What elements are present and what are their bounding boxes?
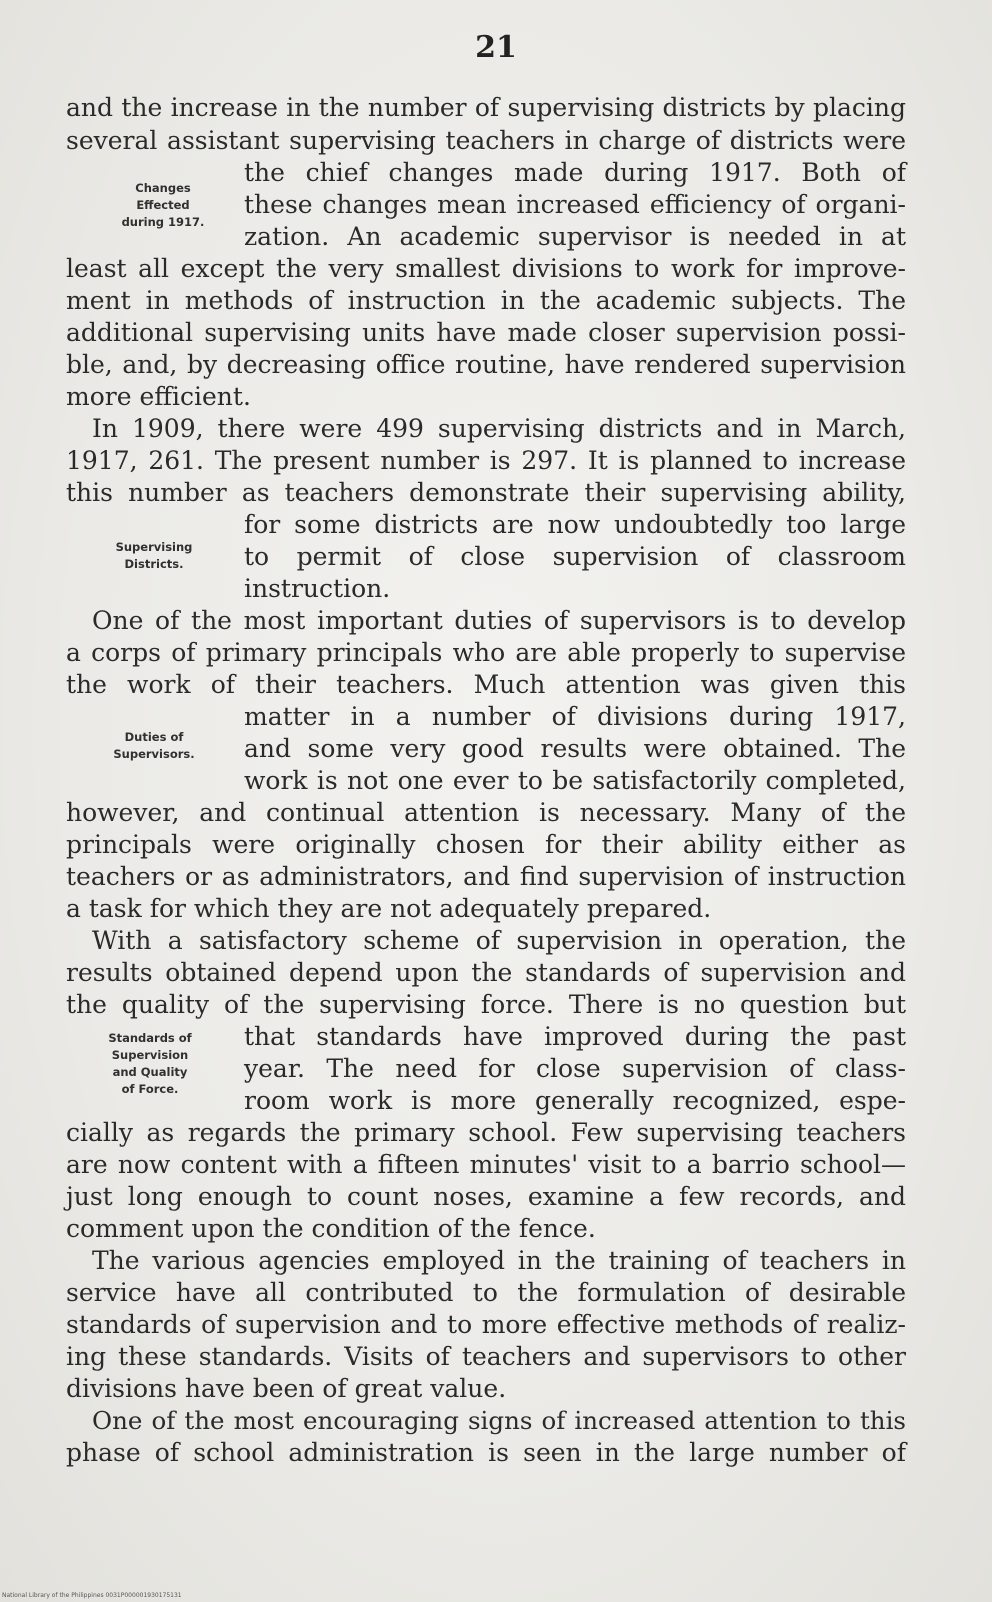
text-line: ing these standards. Visits of teachers and supervisors to other <box>66 1342 906 1371</box>
text-line: The various agencies employed in the training of teachers in <box>92 1246 906 1275</box>
margin-note-duties-of-supervisors <box>98 729 210 763</box>
text-line: and some very good results were obtained. The <box>244 734 906 763</box>
text-line: additional supervising units have made closer supervision possi- <box>66 318 906 347</box>
margin-note-line: Supervision <box>111 1048 189 1062</box>
text-line: are now content with a fifteen minutes' visit to a barrio school— <box>66 1150 906 1179</box>
margin-note-line: during 1917. <box>121 215 205 229</box>
text-line: the quality of the supervising force. There is no question but <box>66 990 906 1019</box>
margin-note-line: Effected <box>136 198 190 212</box>
text-line: phase of school administration is seen in the large number of <box>66 1438 906 1467</box>
text-line: instruction. <box>244 574 391 603</box>
text-line: 1917, 261. The present number is 297. It is planned to increase <box>66 446 906 475</box>
text-line: One of the most encouraging signs of increased attention to this <box>92 1406 906 1435</box>
text-line: year. The need for close supervision of class- <box>244 1054 906 1083</box>
text-line: ble, and, by decreasing office routine, have rendered supervision <box>66 350 906 379</box>
margin-note-line: Changes <box>135 181 191 195</box>
text-line: and the increase in the number of supervising districts by placing <box>66 93 906 122</box>
margin-note-supervising-districts <box>94 539 214 573</box>
text-line: these changes mean increased efficiency of organi- <box>244 190 906 219</box>
text-line: a corps of primary principals who are able properly to supervise <box>66 638 906 667</box>
text-line: several assistant supervising teachers in charge of districts were <box>66 126 906 155</box>
text-line: With a satisfactory scheme of supervision in operation, the <box>92 926 906 955</box>
text-line: One of the most important duties of supervisors is to develop <box>92 606 906 635</box>
text-line: ment in methods of instruction in the academic subjects. The <box>66 286 906 315</box>
text-line: just long enough to count noses, examine a few records, and <box>66 1182 906 1211</box>
text-line: In 1909, there were 499 supervising districts and in March, <box>92 414 906 443</box>
margin-note-line: Standards of <box>108 1031 192 1045</box>
margin-note-line: Districts. <box>124 557 184 571</box>
text-line: the chief changes made during 1917. Both of <box>244 158 906 187</box>
text-line: to permit of close supervision of classroom <box>244 542 906 571</box>
text-line: results obtained depend upon the standards of supervision and <box>66 958 906 987</box>
text-line: principals were originally chosen for their ability either as <box>66 830 906 859</box>
margin-note-line: Supervising <box>115 540 193 554</box>
text-line: divisions have been of great value. <box>66 1374 507 1403</box>
page-number: 21 <box>475 30 517 65</box>
text-line: work is not one ever to be satisfactorily completed, <box>244 766 906 795</box>
text-line: however, and continual attention is necessary. Many of the <box>66 798 906 827</box>
text-line: that standards have improved during the past <box>244 1022 906 1051</box>
text-line: cially as regards the primary school. Few supervising teachers <box>66 1118 906 1147</box>
text-line: standards of supervision and to more effective methods of realiz- <box>66 1310 906 1339</box>
text-line: least all except the very smallest divisions to work for improve- <box>66 254 906 283</box>
text-line: service have all contributed to the formulation of desirable <box>66 1278 906 1307</box>
margin-note-standards-of-supervision <box>90 1030 210 1098</box>
footer-credit: National Library of the Philippines 0031P000001930175131 <box>2 1592 182 1599</box>
text-line: this number as teachers demonstrate their supervising ability, <box>66 478 906 507</box>
text-line: the work of their teachers. Much attention was given this <box>66 670 906 699</box>
text-line: zation. An academic supervisor is needed in at <box>244 222 906 251</box>
text-line: room work is more generally recognized, espe- <box>244 1086 906 1115</box>
text-line: teachers or as administrators, and find supervision of instruction <box>66 862 906 891</box>
margin-note-line: Supervisors. <box>113 747 195 761</box>
text-line: a task for which they are not adequately prepared. <box>66 894 712 923</box>
text-line: for some districts are now undoubtedly too large <box>244 510 906 539</box>
margin-note-line: Duties of <box>124 730 184 744</box>
margin-note-changes-effected <box>108 180 218 231</box>
margin-note-line: of Force. <box>121 1082 179 1096</box>
text-line: more efficient. <box>66 382 251 411</box>
text-line: comment upon the condition of the fence. <box>66 1214 596 1243</box>
text-line: matter in a number of divisions during 1917, <box>244 702 906 731</box>
margin-note-line: and Quality <box>112 1065 188 1079</box>
